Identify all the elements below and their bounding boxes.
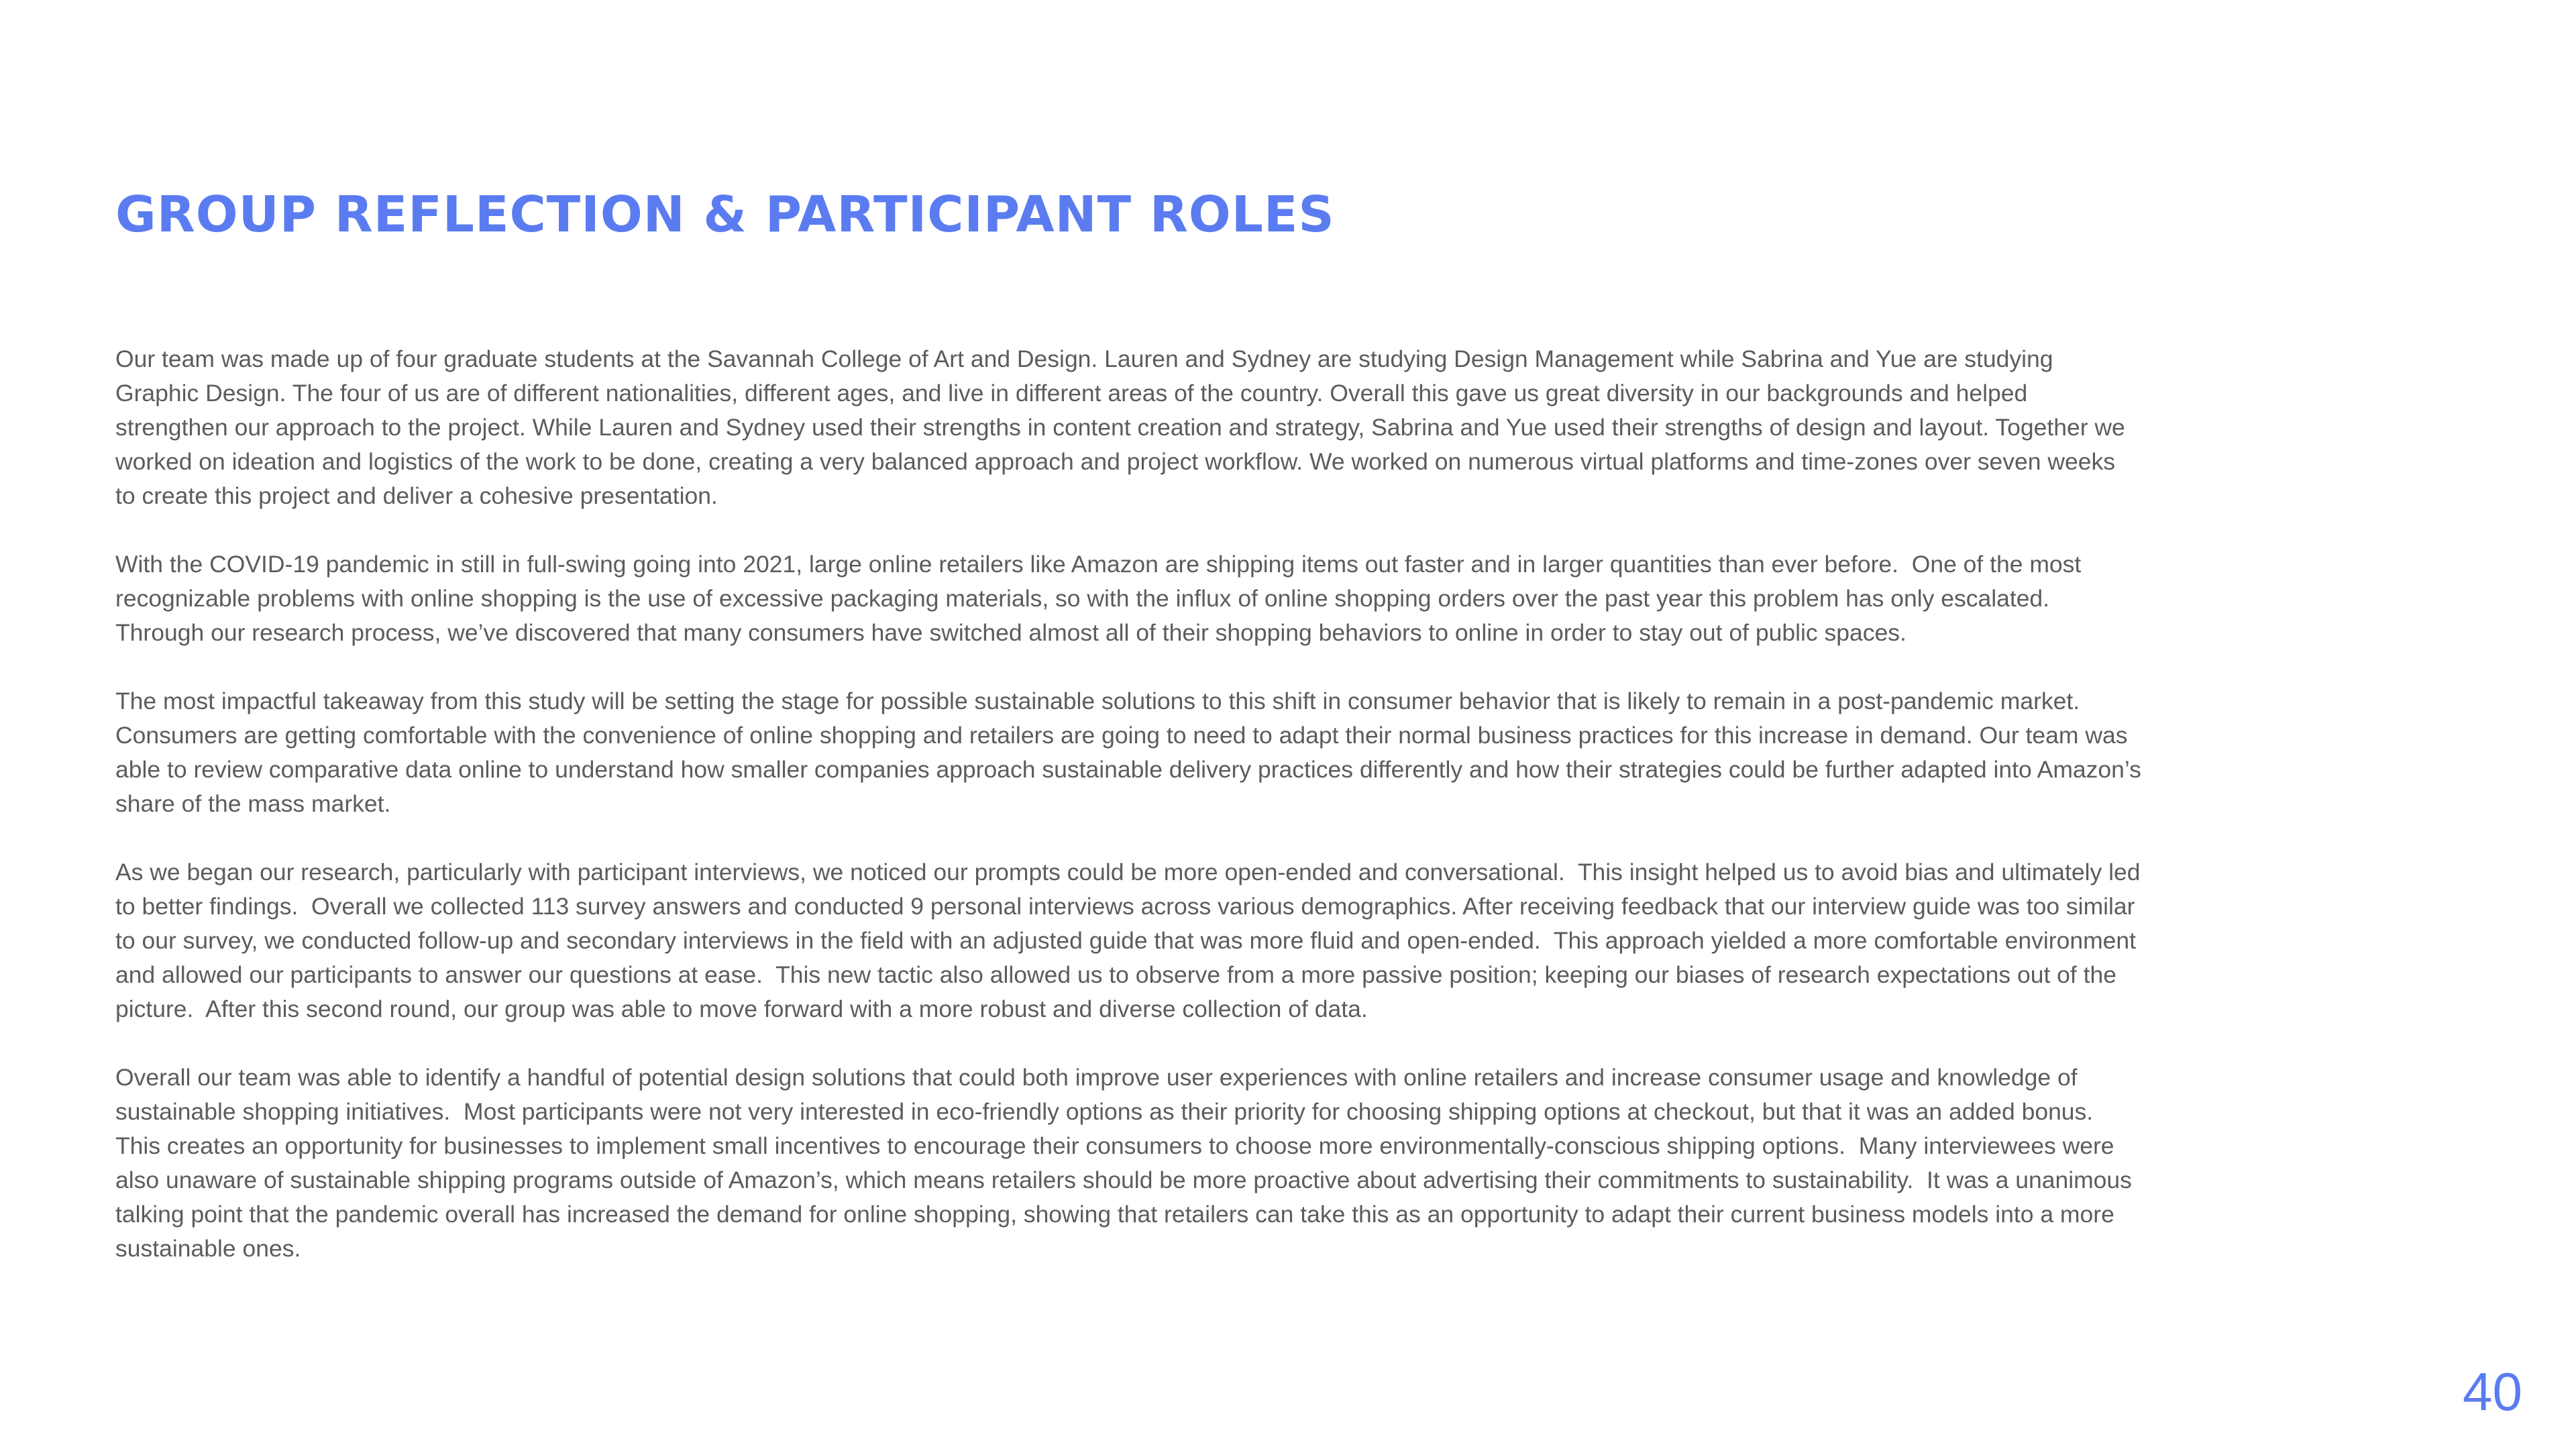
paragraph-pandemic: With the COVID-19 pandemic in still in full-swing going into 2021, large online retailers like Amazon are shipping items out faster and in larger quantities than ever before. One of the most recognizable problems with online shopping is the use of excessive packaging materials, so with the influx of online shopping orders over the past year this problem has only escalated. Through our research process, we’ve discovered that many consumers have switched almost all of their shopping behaviors to online in order to stay out of public spaces. (115, 551, 2088, 646)
page-number: 40 (2463, 1362, 2522, 1421)
paragraph-team: Our team was made up of four graduate students at the Savannah College of Art and Design. Lauren and Sydney are studying Design Management while Sabrina and Yue are studying Graphic Design. The four of us are of different nationalities, different ages, and live in different areas of the country. Overall this gave us great diversity in our backgrounds and helped strengthen our approach to the project. While Lauren and Sydney used their strengths in content creation and strategy, Sabrina and Yue used their strengths of design and layout. Together we worked on ideation and logistics of the work to be done, creating a very balanced approach and project workflow. We worked on numerous virtual platforms and time-zones over seven weeks to create this project and deliver a cohesive presentation. (115, 345, 2132, 509)
paragraph-research: As we began our research, particularly with participant interviews, we noticed our prompts could be more open-ended and conversational. This insight helped us to avoid bias and ultimately led to better findings. Overall we collected 113 survey answers and conducted 9 personal interviews across various demographics. After receiving feedback that our interview guide was too similar to our survey, we conducted follow-up and secondary interviews in the field with an adjusted guide that was more fluid and open-ended. This approach yielded a more comfortable environment and allowed our participants to answer our questions at ease. This new tactic also allowed us to observe from a more passive position; keeping our biases of research expectations out of the picture. After this second round, our group was able to move forward with a more robust and diverse collection of data. (115, 859, 2147, 1022)
paragraph-solutions: Overall our team was able to identify a handful of potential design solutions that could both improve user experiences with online retailers and increase consumer usage and knowledge of sustainable shopping initiatives. Most participants were not very interested in eco-friendly options as their priority for choosing shipping options at checkout, but that it was an added bonus. This creates an opportunity for businesses to implement small incentives to encourage their consumers to choose more environmentally-conscious shipping options. Many interviewees were also unaware of sustainable shipping programs outside of Amazon’s, which means retailers should be more proactive about advertising their commitments to sustainability. It was a unanimous talking point that the pandemic overall has increased the demand for online shopping, showing that retailers can take this as an opportunity to adapt their current business models into a more sustainable ones. (115, 1064, 2139, 1262)
paragraph-takeaway: The most impactful takeaway from this study will be setting the stage for possible sustainable solutions to this shift in consumer behavior that is likely to remain in a post-pandemic market. Consumers are getting comfortable with the convenience of online shopping and retailers are going to need to adapt their normal business practices for this increase in demand. Our team was able to review comparative data online to understand how smaller companies approach sustainable delivery practices differently and how their strategies could be further adapted into Amazon’s share of the mass market. (115, 688, 2148, 817)
slide-title: GROUP REFLECTION & PARTICIPANT ROLES (115, 186, 1335, 244)
body-text (115, 342, 2148, 1300)
